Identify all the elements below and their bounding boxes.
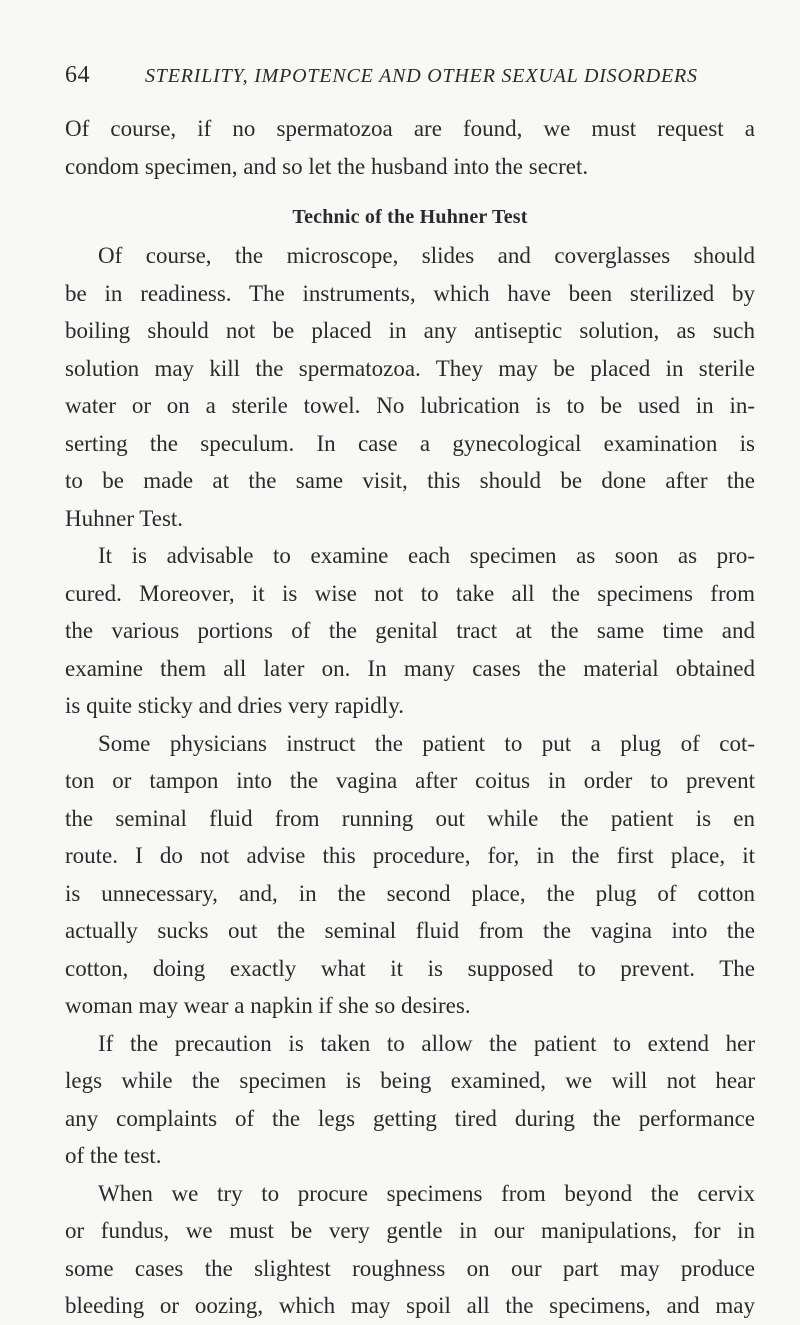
text-line: boiling should not be placed in any antiseptic solution, as such [65, 318, 755, 343]
body-text [65, 110, 755, 1325]
text-line: actually sucks out the seminal fluid from the vagina into the [65, 918, 755, 943]
text-line: some cases the slightest roughness on our part may produce [65, 1255, 755, 1281]
page-number: 64 [65, 62, 90, 88]
text-line: is unnecessary, and, in the second place, the plug of cotton [65, 880, 755, 906]
text-line: condom specimen, and so let the husband into the secret. [65, 153, 589, 179]
text-line: bleeding or oozing, which may spoil all the specimens, and may [65, 1293, 755, 1318]
text-line: examine them all later on. In many cases the material obtained [65, 655, 755, 681]
text-line: cured. Moreover, it is wise not to take all the specimens from [65, 580, 755, 606]
text-line: is quite sticky and dries very rapidly. [65, 693, 404, 718]
text-line: Of course, if no spermatozoa are found, we must request a [65, 116, 755, 141]
text-line: be in readiness. The instruments, which have been sterilized by [65, 280, 755, 306]
text-line: the seminal fluid from running out while the patient is en [65, 805, 755, 831]
text-line: If the precaution is taken to allow the patient to extend her [98, 1030, 755, 1056]
text-line: or fundus, we must be very gentle in our manipulations, for in [65, 1218, 755, 1243]
text-line: Of course, the microscope, slides and coverglasses should [98, 243, 755, 268]
text-line: any complaints of the legs getting tired during the performance [65, 1105, 755, 1131]
text-line: Huhner Test. [65, 505, 184, 531]
text-line: solution may kill the spermatozoa. They may be placed in sterile [65, 355, 755, 381]
text-line: route. I do not advise this procedure, for, in the first place, it [65, 843, 755, 868]
text-line: cotton, doing exactly what it is supposed to prevent. The [65, 955, 755, 981]
text-line: When we try to procure specimens from beyond the cervix [98, 1180, 755, 1206]
text-line: of the test. [65, 1143, 162, 1168]
text-line: Some physicians instruct the patient to put a plug of cot- [98, 730, 755, 756]
running-title: STERILITY, IMPOTENCE AND OTHER SEXUAL DISORDERS [145, 65, 698, 87]
running-head [65, 62, 745, 94]
section-heading: Technic of the Huhner Test [292, 206, 528, 228]
text-line: serting the speculum. In case a gynecological examination is [65, 430, 755, 456]
text-line: water or on a sterile towel. No lubrication is to be used in in- [65, 393, 755, 418]
text-line: It is advisable to examine each specimen as soon as pro- [98, 543, 755, 568]
text-line: legs while the specimen is being examined, we will not hear [65, 1068, 755, 1093]
text-line: ton or tampon into the vagina after coitus in order to prevent [65, 768, 755, 793]
text-line: the various portions of the genital tract at the same time and [65, 618, 755, 643]
text-line: woman may wear a napkin if she so desires. [65, 993, 471, 1018]
text-line: to be made at the same visit, this should be done after the [65, 468, 755, 493]
